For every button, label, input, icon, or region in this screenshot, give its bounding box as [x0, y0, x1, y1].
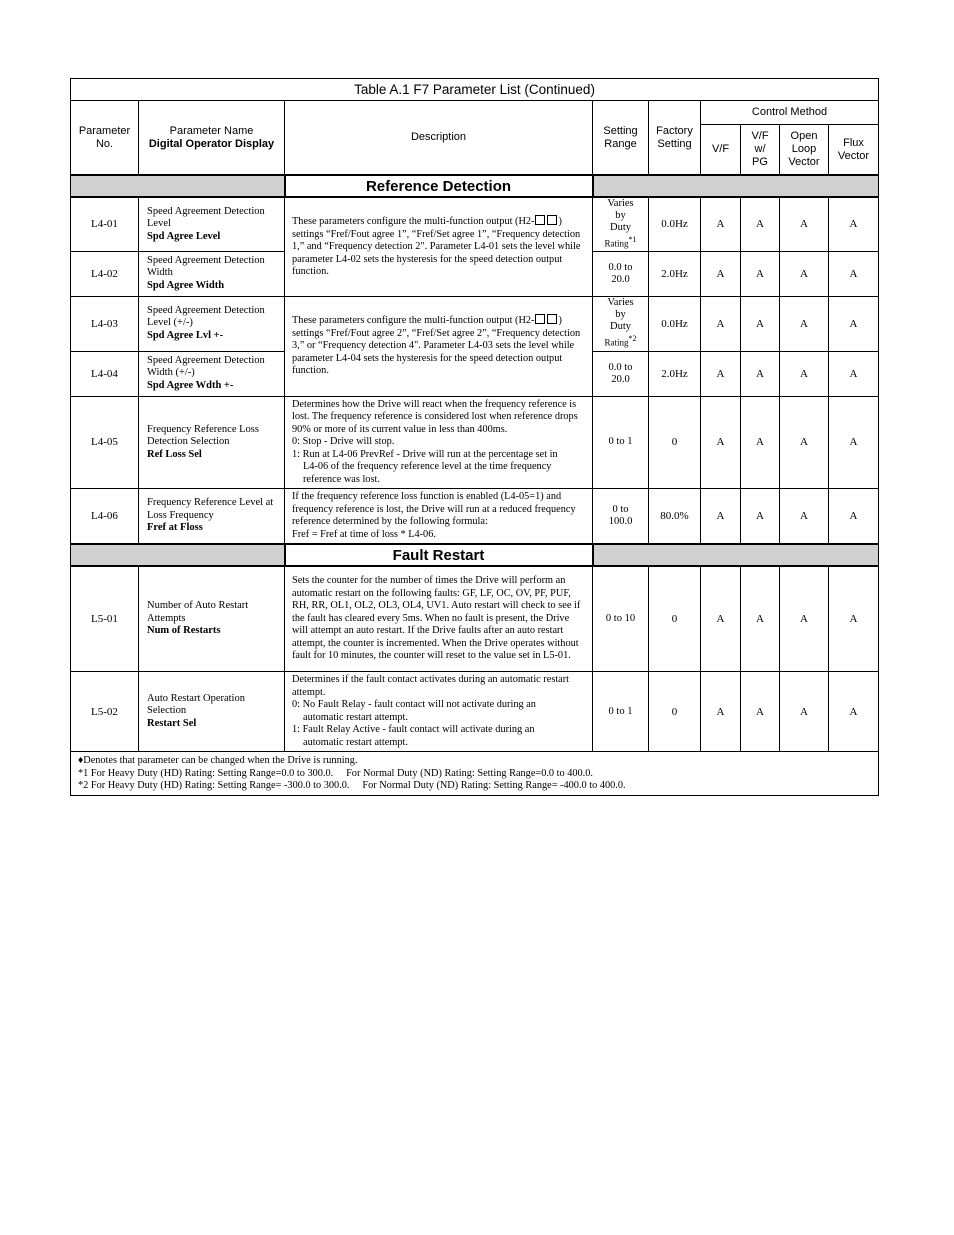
placeholder-box-icon: [535, 215, 545, 225]
header-control-method: Control Method: [701, 101, 879, 125]
setting-range: 0 to 100.0: [593, 489, 649, 545]
header-param-no: Parameter No.: [71, 101, 139, 176]
operator-display: Num of Restarts: [147, 625, 221, 637]
range-text: Duty: [610, 321, 631, 333]
section-title-fault-restart: Fault Restart: [285, 544, 593, 566]
description-text: Determines how the Drive will react when the frequency reference is lost. The frequency reference is considered lost when reference drops 90% or more of its current value in less than 400ms.: [292, 398, 578, 435]
control-flux: A: [829, 566, 879, 672]
description-text: ) settings “Fref/Fout agree 1”, “Fref/Set agree 1”, “Frequency detection 1,” and “Frequency detection 2". Parameter L4-01 sets the level while parameter L4-02 sets the hysteresis for the speed detection output function.: [292, 216, 581, 277]
control-vf: A: [701, 296, 741, 351]
description-text: 0: Stop - Drive will stop.: [292, 436, 395, 447]
control-flux: A: [829, 251, 879, 296]
header-operator-display: Digital Operator Display: [148, 137, 275, 150]
operator-display: Fref at Floss: [147, 522, 203, 534]
param-no: L4-03: [71, 296, 139, 351]
param-name-text: Speed Agreement Detection Width (+/-): [147, 354, 265, 379]
param-no: L5-02: [71, 672, 139, 752]
control-flux: A: [829, 197, 879, 251]
control-vf: A: [701, 351, 741, 396]
setting-range: 0 to 10: [593, 566, 649, 672]
param-name: [139, 296, 285, 351]
control-vf: A: [701, 396, 741, 489]
setting-range: 0.0 to 20.0: [593, 251, 649, 296]
header-factory-setting: Factory Setting: [649, 101, 701, 176]
header-param-name: [139, 101, 285, 176]
control-vf-pg: A: [741, 197, 780, 251]
table-row: [71, 396, 879, 489]
section-bar-left: [71, 544, 285, 566]
table-row: [71, 566, 879, 672]
param-name: [139, 489, 285, 545]
control-open-loop: A: [780, 566, 829, 672]
header-param-name-label: Parameter Name: [169, 124, 254, 137]
footnotes: [71, 752, 879, 796]
control-open-loop: A: [780, 296, 829, 351]
control-flux: A: [829, 489, 879, 545]
control-open-loop: A: [780, 489, 829, 545]
table-row: [71, 197, 879, 251]
section-bar-right: [593, 175, 879, 197]
description-text: ) settings “Fref/Fout agree 2”, “Fref/Set agree 2”, “Frequency detection 3,” or “Frequency detection 4". Parameter L4-03 sets the level while parameter L4-04 sets the hysteresis for the speed detection output function.: [292, 315, 581, 377]
setting-range: 0 to 1: [593, 396, 649, 489]
footnote-marker: *1: [628, 235, 637, 244]
setting-range: [593, 197, 649, 251]
description-text: 1: Run at L4-06 PrevRef - Drive will run at the percentage set in: [292, 448, 558, 460]
factory-setting: 2.0Hz: [649, 351, 701, 396]
param-no: L4-05: [71, 396, 139, 489]
range-text: Varies: [607, 198, 634, 209]
param-name-text: Speed Agreement Detection Level (+/-): [147, 304, 265, 329]
param-name-text: Number of Auto Restart Attempts: [147, 600, 249, 624]
description: [285, 489, 593, 545]
operator-display: Spd Agree Level: [147, 230, 221, 242]
control-flux: A: [829, 672, 879, 752]
range-text: Varies: [607, 297, 634, 309]
control-open-loop: A: [780, 351, 829, 396]
operator-display: Restart Sel: [147, 717, 197, 729]
control-flux: A: [829, 396, 879, 489]
section-bar-right: [593, 544, 879, 566]
control-vf-pg: A: [741, 351, 780, 396]
description: [285, 396, 593, 489]
control-vf: A: [701, 251, 741, 296]
description-text: automatic restart attempt.: [303, 736, 408, 748]
control-flux: A: [829, 296, 879, 351]
description-text: automatic restart attempt.: [303, 711, 408, 723]
setting-range: 0.0 to 20.0: [593, 351, 649, 396]
param-name-text: Speed Agreement Detection Width: [147, 254, 265, 279]
range-text: Rating: [604, 337, 629, 348]
table-row: [71, 296, 879, 351]
section-bar-left: [71, 175, 285, 197]
header-description: Description: [285, 101, 593, 176]
header-setting-range: Setting Range: [593, 101, 649, 176]
param-name: [139, 351, 285, 396]
control-open-loop: A: [780, 672, 829, 752]
range-text: by: [615, 210, 626, 221]
description: [285, 672, 593, 752]
description-text: L4-06 of the frequency reference level at the time frequency reference was lost.: [303, 461, 552, 485]
param-no: L4-02: [71, 251, 139, 296]
operator-display: Spd Agree Wdth +-: [147, 379, 234, 391]
param-name: [139, 566, 285, 672]
control-vf-pg: A: [741, 251, 780, 296]
header-open-loop-vector: Open Loop Vector: [780, 125, 829, 175]
footnote-running: ♦Denotes that parameter can be changed when the Drive is running.: [78, 755, 358, 766]
param-name: [139, 197, 285, 251]
range-text: Duty: [610, 222, 631, 233]
control-vf: A: [701, 672, 741, 752]
control-vf: A: [701, 489, 741, 545]
param-name: [139, 672, 285, 752]
factory-setting: 0: [649, 396, 701, 489]
header-vf: V/F: [701, 125, 741, 175]
table-row: [71, 672, 879, 752]
placeholder-box-icon: [547, 314, 557, 324]
control-flux: A: [829, 351, 879, 396]
range-text: by: [615, 309, 626, 321]
table-row: [71, 489, 879, 545]
param-name-text: Speed Agreement Detection Level: [147, 205, 265, 229]
control-vf-pg: A: [741, 672, 780, 752]
description-text: If the frequency reference loss function is enabled (L4-05=1) and frequency reference is lost, the Drive will run at a reduced frequency reference determined by the following formula:: [292, 491, 576, 527]
control-open-loop: A: [780, 396, 829, 489]
description: [285, 296, 593, 396]
range-text: Rating: [604, 238, 629, 249]
table-title: Table A.1 F7 Parameter List (Continued): [71, 79, 879, 101]
footnote-marker: *2: [628, 334, 637, 344]
parameter-table-page: [70, 78, 878, 796]
header-vf-pg: V/F w/ PG: [741, 125, 780, 175]
description-text: Determines if the fault contact activates during an automatic restart attempt.: [292, 674, 570, 698]
section-title-reference-detection: Reference Detection: [285, 175, 593, 197]
operator-display: Ref Loss Sel: [147, 448, 202, 460]
control-vf-pg: A: [741, 566, 780, 672]
param-name-text: Frequency Reference Loss Detection Selection: [147, 423, 259, 447]
factory-setting: 0: [649, 672, 701, 752]
setting-range: 0 to 1: [593, 672, 649, 752]
parameter-table: [70, 78, 879, 796]
header-flux-vector: Flux Vector: [829, 125, 879, 175]
factory-setting: 80.0%: [649, 489, 701, 545]
description-text: 1: Fault Relay Active - fault contact will activate during an: [292, 724, 535, 735]
operator-display: Spd Agree Lvl +-: [147, 329, 224, 341]
description: [285, 197, 593, 296]
factory-setting: 0.0Hz: [649, 197, 701, 251]
control-open-loop: A: [780, 197, 829, 251]
control-vf: A: [701, 197, 741, 251]
operator-display: Spd Agree Width: [147, 279, 225, 291]
param-name-text: Frequency Reference Level at Loss Frequency: [147, 497, 274, 521]
factory-setting: 0.0Hz: [649, 296, 701, 351]
setting-range: [593, 296, 649, 351]
control-open-loop: A: [780, 251, 829, 296]
placeholder-box-icon: [547, 215, 557, 225]
control-vf-pg: A: [741, 489, 780, 545]
factory-setting: 2.0Hz: [649, 251, 701, 296]
param-no: L4-04: [71, 351, 139, 396]
param-no: L4-06: [71, 489, 139, 545]
description-text: 0: No Fault Relay - fault contact will not activate during an: [292, 699, 536, 710]
control-vf-pg: A: [741, 296, 780, 351]
description-text: Fref = Fref at time of loss * L4-06.: [292, 528, 436, 540]
control-vf-pg: A: [741, 396, 780, 489]
factory-setting: 0: [649, 566, 701, 672]
description-text: These parameters configure the multi-function output (H2-: [292, 315, 535, 327]
param-name-text: Auto Restart Operation Selection: [147, 692, 245, 717]
placeholder-box-icon: [535, 314, 545, 324]
footnote-2: *2 For Heavy Duty (HD) Rating: Setting Range= -300.0 to 300.0. For Normal Duty (ND) Rating: Setting Range= -400.0 to 400.0.: [78, 780, 626, 791]
param-no: L4-01: [71, 197, 139, 251]
description: Sets the counter for the number of times the Drive will perform an automatic restart on the following faults: GF, LF, OC, OV, PF, PUF, RH, RR, OL1, OL2, OL3, OL4, UV1. Auto restart will check to see if the fault has cleared every 5ms. When no fault is present, the Drive will attempt an auto restart. If the Drive faults after an auto restart attempt, the counter is incremented. When the Drive operates without fault for 10 minutes, the counter will reset to the value set in L5-01.: [285, 566, 593, 672]
param-name: [139, 396, 285, 489]
param-no: L5-01: [71, 566, 139, 672]
description-text: These parameters configure the multi-function output (H2-: [292, 216, 535, 227]
footnote-1: *1 For Heavy Duty (HD) Rating: Setting Range=0.0 to 300.0. For Normal Duty (ND) Rating: Setting Range=0.0 to 400.0.: [78, 767, 593, 779]
control-vf: A: [701, 566, 741, 672]
param-name: [139, 251, 285, 296]
